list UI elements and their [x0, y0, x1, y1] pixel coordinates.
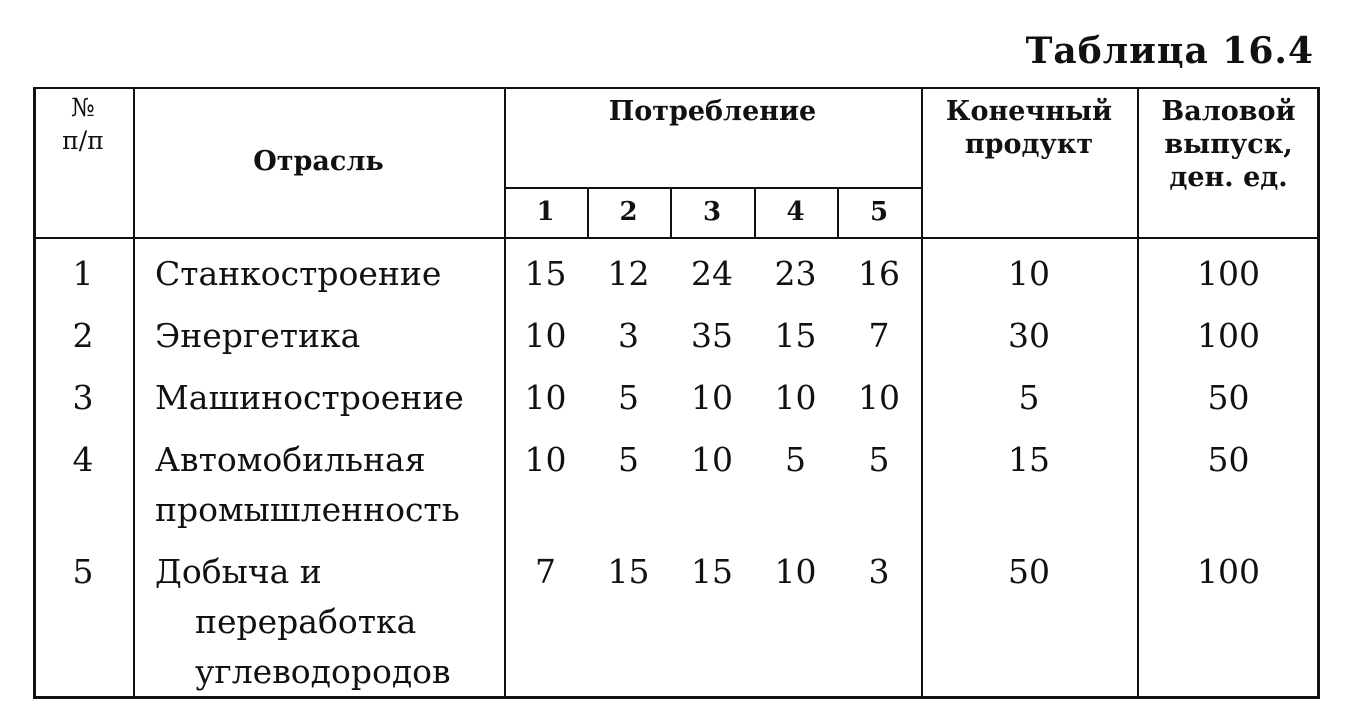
- consumption-col-4: 4: [786, 197, 805, 227]
- row-consumption: 10: [691, 440, 733, 479]
- row-consumption: 23: [774, 254, 817, 293]
- row-gross-output: 100: [1197, 254, 1260, 293]
- header-num: [33, 91, 133, 157]
- row-consumption: 35: [691, 316, 733, 355]
- consumption-col-2: 2: [619, 197, 638, 227]
- row-consumption: 5: [618, 440, 639, 479]
- io-table: [33, 87, 1320, 699]
- header-final-line2: продукт: [964, 129, 1094, 160]
- header-gross-line3: ден. ед.: [1169, 162, 1288, 193]
- row-consumption: 7: [535, 552, 556, 591]
- row-sector: Станкостроение: [155, 254, 442, 293]
- row-consumption: 10: [524, 440, 567, 479]
- row-consumption: 5: [785, 440, 806, 479]
- row-sector-line: переработка: [195, 602, 417, 641]
- consumption-col-5: 5: [869, 197, 889, 227]
- row-sector-line: Добыча и: [155, 552, 322, 591]
- row-consumption: 10: [524, 316, 567, 355]
- row-consumption: 15: [774, 316, 817, 355]
- row-num: 2: [72, 316, 94, 355]
- row-consumption: 5: [618, 378, 639, 417]
- row-final-product: 30: [1008, 316, 1050, 355]
- row-consumption: 10: [858, 378, 900, 417]
- row-consumption: 16: [858, 254, 900, 293]
- row-final-product: 50: [1008, 552, 1050, 591]
- row-sector: Энергетика: [155, 316, 361, 355]
- header-num-line2: п/п: [62, 126, 104, 155]
- row-consumption: 5: [868, 440, 890, 479]
- row-consumption: 15: [524, 254, 567, 293]
- table-caption: Таблица 16.4: [1025, 30, 1314, 72]
- row-num: 3: [72, 378, 94, 417]
- consumption-sub-divider: [504, 187, 923, 189]
- row-num: 4: [72, 440, 94, 479]
- row-consumption: 10: [774, 378, 817, 417]
- row-sector-line: промышленность: [155, 490, 460, 529]
- row-num: 1: [72, 254, 94, 293]
- row-consumption: 3: [868, 552, 890, 591]
- header-sector: Отрасль: [253, 146, 384, 177]
- header-gross-line1: Валовой: [1161, 96, 1296, 127]
- header-divider: [33, 237, 1320, 239]
- row-gross-output: 100: [1197, 552, 1260, 591]
- col-divider: [133, 87, 135, 699]
- row-consumption: 24: [691, 254, 733, 293]
- row-consumption: 10: [524, 378, 567, 417]
- row-consumption: 12: [607, 254, 650, 293]
- row-consumption: 10: [691, 378, 733, 417]
- row-consumption: 15: [691, 552, 733, 591]
- row-gross-output: 50: [1207, 378, 1250, 417]
- header-gross-output: [1137, 95, 1320, 194]
- row-sector: [155, 547, 504, 697]
- row-gross-output: 50: [1207, 440, 1250, 479]
- row-consumption: 10: [774, 552, 817, 591]
- row-sector-line: Автомобильная: [155, 440, 426, 479]
- row-sector-line: углеводородов: [195, 652, 451, 691]
- header-num-line1: №: [71, 93, 95, 122]
- row-final-product: 5: [1018, 378, 1040, 417]
- row-gross-output: 100: [1197, 316, 1260, 355]
- row-num: 5: [72, 552, 94, 591]
- row-final-product: 10: [1008, 254, 1050, 293]
- header-consumption: Потребление: [608, 96, 817, 127]
- header-gross-line2: выпуск,: [1164, 129, 1293, 160]
- header-final-line1: Конечный: [945, 96, 1113, 127]
- consumption-col-3: 3: [702, 197, 722, 227]
- row-consumption: 15: [607, 552, 650, 591]
- row-consumption: 7: [868, 316, 890, 355]
- row-final-product: 15: [1008, 440, 1050, 479]
- row-sector: [155, 435, 504, 535]
- header-final-product: [921, 95, 1137, 161]
- consumption-col-1: 1: [536, 197, 555, 227]
- row-sector: Машиностроение: [155, 378, 464, 417]
- row-consumption: 3: [618, 316, 639, 355]
